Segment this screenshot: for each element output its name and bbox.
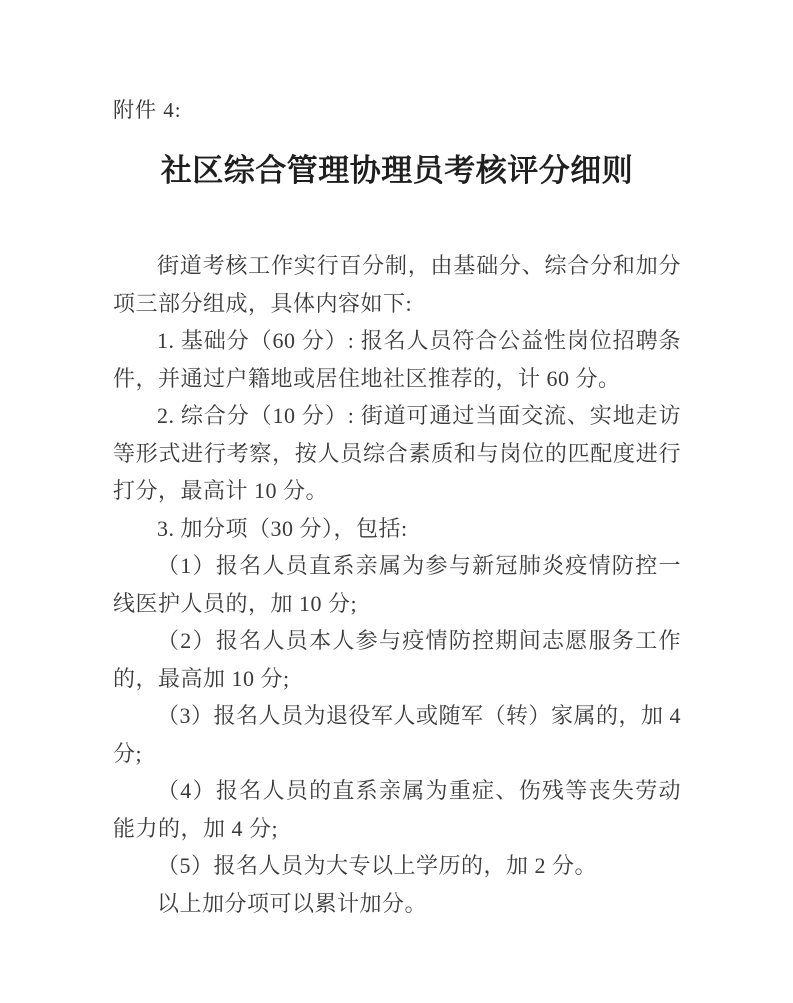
paragraph-bonus-item-3: （3）报名人员为退役军人或随军（转）家属的，加 4 分; bbox=[113, 703, 682, 766]
attachment-label: 附件 4: bbox=[113, 98, 182, 122]
paragraph-bonus-item-2: （2）报名人员本人参与疫情防控期间志愿服务工作的，最高加 10 分; bbox=[113, 628, 681, 691]
paragraph-cumulative-note: 以上加分项可以累计加分。 bbox=[157, 890, 428, 916]
paragraph-intro: 街道考核工作实行百分制，由基础分、综合分和加分项三部分组成，具体内容如下: bbox=[113, 253, 681, 316]
paragraph-base-score: 1. 基础分（60 分）: 报名人员符合公益性岗位招聘条件，并通过户籍地或居住地社区推荐的，计 60 分。 bbox=[113, 328, 681, 391]
paragraph-comprehensive-score: 2. 综合分（10 分）: 街道可通过当面交流、实地走访等形式进行考察，按人员综合素质和与岗位的匹配度进行打分，最高计 10 分。 bbox=[113, 403, 681, 503]
document-title: 社区综合管理协理员考核评分细则 bbox=[160, 153, 634, 188]
paragraph-bonus-item-1: （1）报名人员直系亲属为参与新冠肺炎疫情防控一线医护人员的，加 10 分; bbox=[113, 553, 681, 616]
paragraph-bonus-item-4: （4）报名人员的直系亲属为重症、伤残等丧失劳动能力的，加 4 分; bbox=[113, 778, 681, 841]
paragraph-bonus-item-5: （5）报名人员为大专以上学历的，加 2 分。 bbox=[157, 853, 598, 878]
document-body bbox=[113, 247, 681, 922]
paragraph-bonus-items-header: 3. 加分项（30 分），包括: bbox=[157, 515, 408, 541]
